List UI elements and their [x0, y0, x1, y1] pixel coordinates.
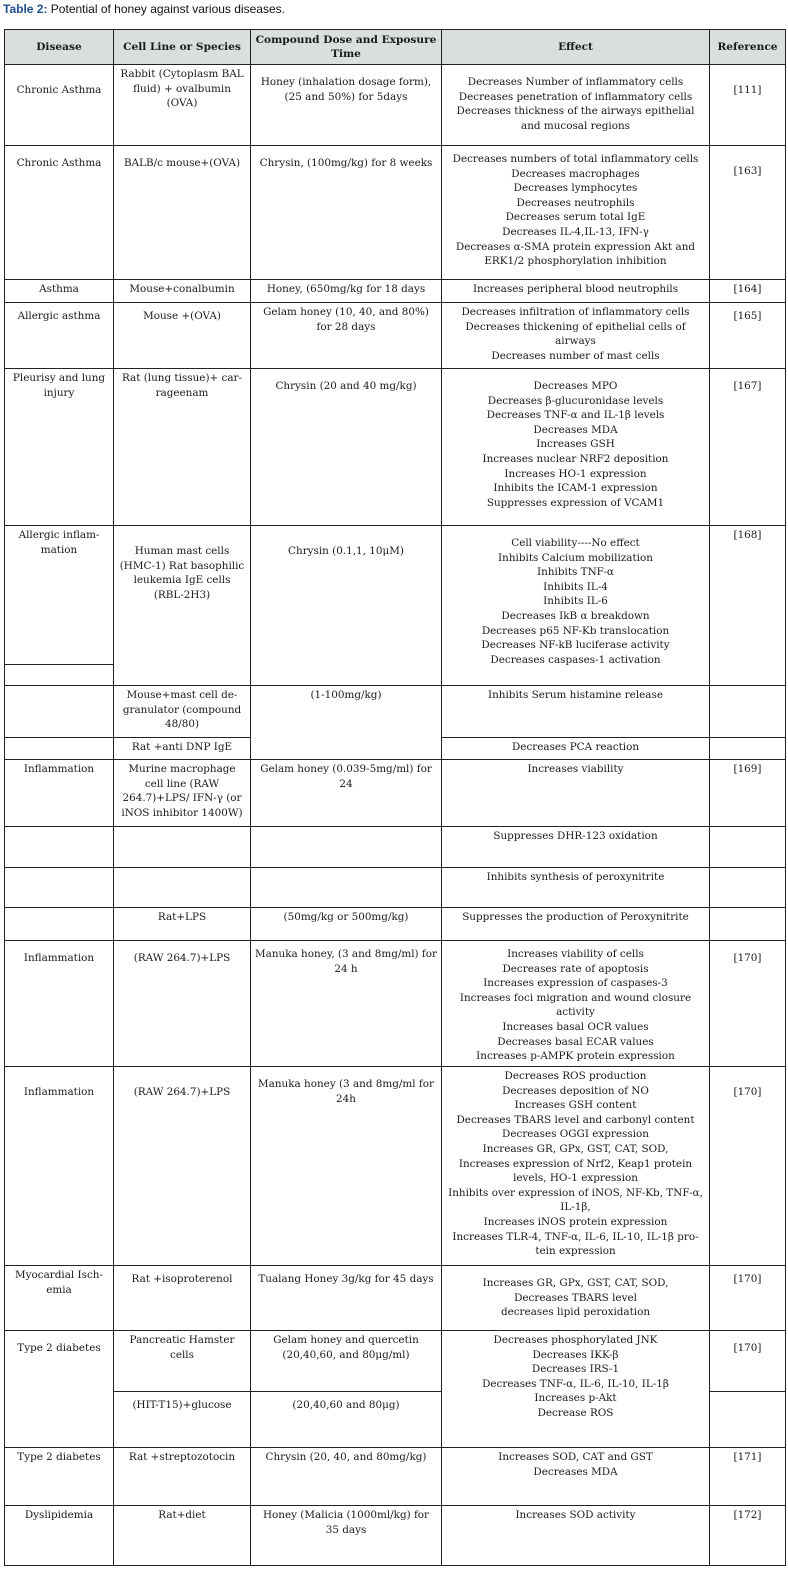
effect-line: Increases foci migration and wound closure: [459, 991, 692, 1004]
effect-line: Decreases MDA: [533, 1465, 618, 1478]
effect-line: Decreases serum total IgE: [505, 211, 646, 224]
effect-line: Increases SOD activity: [515, 1509, 636, 1521]
disease-cell: Dyslipidemia: [5, 1506, 114, 1566]
reference-cell: [170]: [710, 1331, 786, 1392]
disease-cell: [5, 686, 114, 738]
cell-line-cell: Rat +anti DNP IgE: [114, 738, 251, 760]
effect-line: Increases TLR-4, TNF-α, IL-6, IL-10, IL-1β pro-: [452, 1230, 699, 1243]
table-row: [5, 1448, 786, 1506]
disease-cell: Asthma: [5, 280, 114, 303]
effect-line: Inhibits IL-6: [543, 595, 608, 608]
table-row: [5, 303, 786, 369]
cell-line-cell: Mouse+mast cell de-granulator (compound 48/80): [114, 686, 251, 738]
compound-cell: Chrysin (0.1,1, 10μM): [251, 526, 442, 686]
effect-line: Decreases TBARS level: [514, 1291, 637, 1304]
effect-cell: [442, 369, 710, 526]
cell-line-cell: Human mast cells (HMC-1) Rat basophilic leukemia IgE cells (RBL-2H3): [114, 526, 251, 686]
disease-cell: Chronic Asthma: [5, 65, 114, 146]
compound-cell: Gelam honey (0.039-5mg/ml) for 24: [251, 760, 442, 827]
cell-line-cell: Rat +isoproterenol: [114, 1266, 251, 1331]
compound-cell: Chrysin (20 and 40 mg/kg): [251, 369, 442, 526]
disease-cell: Type 2 diabetes: [5, 1448, 114, 1506]
effect-line: Decreases lymphocytes: [513, 182, 638, 195]
reference-cell: [170]: [710, 1266, 786, 1331]
compound-cell: [251, 827, 442, 868]
table-row: [5, 280, 786, 303]
cell-line-cell: Rat+diet: [114, 1506, 251, 1566]
effect-line: Increases nuclear NRF2 deposition: [482, 452, 669, 465]
table-row: [5, 827, 786, 868]
effect-line: Inhibits Serum histamine release: [488, 689, 663, 701]
effect-line: Decreases neutrophils: [516, 196, 635, 209]
effect-line: Decreases number of mast cells: [491, 349, 660, 362]
compound-cell: (50mg/kg or 500mg/kg): [251, 908, 442, 941]
effect-line: Increases SOD, CAT and GST: [498, 1451, 653, 1463]
compound-cell: Chrysin, (100mg/kg) for 8 weeks: [251, 146, 442, 280]
effect-cell: [442, 738, 710, 760]
table-row: [5, 908, 786, 941]
effect-line: Decreases Number of inflammatory cells: [467, 76, 684, 88]
reference-cell: [163]: [710, 146, 786, 280]
cell-line-cell: Rat (lung tissue)+ car-rageenam: [114, 369, 251, 526]
reference-cell: [710, 908, 786, 941]
effect-line: Decreases MDA: [533, 423, 618, 436]
compound-cell: Manuka honey, (3 and 8mg/ml) for 24 h: [251, 941, 442, 1067]
effect-cell: [442, 1067, 710, 1266]
compound-cell: [251, 868, 442, 908]
table-row: [5, 65, 786, 146]
disease-cell: Allergic inflam-mation: [5, 526, 114, 665]
compound-cell: Chrysin (20, 40, and 80mg/kg): [251, 1448, 442, 1506]
compound-cell: (1-100mg/kg): [251, 686, 442, 760]
effect-line: Increases viability: [527, 763, 624, 775]
effect-line: Decreases phosphorylated JNK: [493, 1334, 658, 1346]
effect-line: decreases lipid peroxidation: [500, 1306, 651, 1319]
cell-line-cell: BALB/c mouse+(OVA): [114, 146, 251, 280]
effect-line: Increases viability of cells: [507, 948, 644, 960]
table-row: [5, 146, 786, 280]
effect-line: Decreases IRS-1: [531, 1363, 620, 1376]
reference-cell: [170]: [710, 1067, 786, 1266]
reference-cell: [169]: [710, 760, 786, 827]
compound-cell: Honey, (650mg/kg for 18 days: [251, 280, 442, 303]
effect-line: Decreases caspases-1 activation: [490, 653, 661, 666]
effect-line: Decreases thickness of the airways epithelial: [456, 105, 695, 118]
effect-line: Decreases α-SMA protein expression Akt and: [455, 240, 696, 253]
table-row: [5, 868, 786, 908]
header-compound: Compound Dose and Exposure Time: [251, 30, 442, 65]
honey-diseases-table: [4, 29, 786, 1566]
cell-line-cell: Pancreatic Hamster cells: [114, 1331, 251, 1392]
compound-cell: Gelam honey (10, 40, and 80%) for 28 days: [251, 303, 442, 369]
effect-line: Decreases macrophages: [511, 167, 640, 180]
table-row: [5, 941, 786, 1067]
effect-line: Decreases p65 NF-Kb translocation: [481, 624, 670, 637]
effect-line: Decreases NF-kB luciferase activity: [481, 639, 670, 652]
cell-line-cell: [114, 827, 251, 868]
effect-cell: [442, 1506, 710, 1566]
effect-cell: [442, 65, 710, 146]
effect-line: Increases GSH content: [514, 1099, 637, 1112]
disease-cell: [5, 868, 114, 908]
effect-line: Suppresses the production of Peroxynitrite: [462, 911, 689, 923]
effect-line: ERK1/2 phosphorylation inhibition: [484, 255, 667, 268]
reference-cell: [165]: [710, 303, 786, 369]
effect-line: tein expression: [535, 1245, 616, 1258]
reference-cell: [164]: [710, 280, 786, 303]
cell-line-cell: Mouse +(OVA): [114, 303, 251, 369]
disease-cell: Chronic Asthma: [5, 146, 114, 280]
cell-line-cell: (RAW 264.7)+LPS: [114, 941, 251, 1067]
cell-line-cell: (RAW 264.7)+LPS: [114, 1067, 251, 1266]
effect-line: levels, HO-1 expression: [513, 1172, 638, 1185]
effect-line: Inhibits synthesis of peroxynitrite: [486, 871, 665, 883]
effect-line: Decreases OGGI expression: [502, 1128, 649, 1141]
header-disease: Disease: [5, 30, 114, 65]
disease-cell: Inflammation: [5, 1067, 114, 1266]
effect-line: Decreases IKK-β: [532, 1348, 619, 1361]
table-row: [5, 686, 786, 738]
effect-cell: [442, 908, 710, 941]
reference-cell: [710, 1392, 786, 1448]
effect-line: Decrease ROS: [537, 1406, 614, 1419]
effect-line: Cell viability----No effect: [511, 537, 640, 549]
effect-line: Increases p-AMPK protein expression: [476, 1050, 675, 1063]
table-header-row: [5, 30, 786, 65]
reference-cell: [168]: [710, 526, 786, 686]
effect-line: Increases p-Akt: [534, 1392, 617, 1405]
cell-line-cell: Rabbit (Cytoplasm BAL fluid) + ovalbumin (OVA): [114, 65, 251, 146]
effect-cell: [442, 941, 710, 1067]
effect-line: Decreases IkB α breakdown: [501, 609, 650, 622]
table-caption: [3, 2, 285, 16]
effect-line: Decreases TBARS level and carbonyl content: [456, 1113, 695, 1126]
effect-cell: [442, 280, 710, 303]
header-reference: Reference: [710, 30, 786, 65]
effect-cell: [442, 1266, 710, 1331]
effect-line: Increases GR, GPx, GST, CAT, SOD,: [482, 1277, 669, 1289]
cell-line-cell: Murine macrophage cell line (RAW 264.7)+LPS/ IFN-γ (or iNOS inhibitor 1400W): [114, 760, 251, 827]
compound-cell: (20,40,60 and 80μg): [251, 1392, 442, 1448]
effect-cell: [442, 1331, 710, 1448]
effect-line: Increases expression of Nrf2, Keap1 protein: [458, 1157, 693, 1170]
effect-cell: [442, 686, 710, 738]
effect-line: Inhibits Calcium mobilization: [498, 551, 653, 564]
reference-cell: [170]: [710, 941, 786, 1067]
effect-cell: [442, 868, 710, 908]
reference-cell: [172]: [710, 1506, 786, 1566]
effect-line: activity: [556, 1006, 595, 1019]
effect-line: Decreases TNF-α, IL-6, IL-10, IL-1β: [482, 1377, 669, 1390]
effect-line: Decreases thickening of epithelial cells of: [465, 320, 686, 333]
disease-cell: [5, 827, 114, 868]
cell-line-cell: [114, 868, 251, 908]
disease-cell: [5, 908, 114, 941]
effect-line: Decreases β-glucuronidase levels: [487, 394, 664, 407]
effect-line: Increases HO-1 expression: [504, 467, 647, 480]
cell-line-cell: (HIT-T15)+glucose: [114, 1392, 251, 1448]
cell-line-cell: Mouse+conalbumin: [114, 280, 251, 303]
effect-line: and mucosal regions: [521, 119, 630, 132]
table-row: [5, 369, 786, 526]
reference-cell: [111]: [710, 65, 786, 146]
effect-cell: [442, 1448, 710, 1506]
disease-cell: Myocardial Isch-emia: [5, 1266, 114, 1331]
reference-cell: [710, 686, 786, 738]
table-row: [5, 1266, 786, 1331]
table-caption-text: Potential of honey against various diseases.: [47, 2, 285, 16]
effect-line: Decreases IL-4,IL-13, IFN-γ: [502, 225, 649, 238]
effect-line: Increases iNOS protein expression: [483, 1215, 668, 1228]
effect-line: Suppresses expression of VCAM1: [486, 496, 665, 509]
disease-cell-empty: [5, 665, 114, 686]
cell-line-cell: Rat +streptozotocin: [114, 1448, 251, 1506]
effect-line: Decreases penetration of inflammatory cells: [458, 90, 693, 103]
effect-line: Increases GR, GPx, GST, CAT, SOD,: [482, 1142, 669, 1155]
effect-line: Decreases MPO: [533, 380, 618, 392]
compound-cell: Manuka honey (3 and 8mg/ml for 24h: [251, 1067, 442, 1266]
compound-cell: Honey (Malicia (1000ml/kg) for 35 days: [251, 1506, 442, 1566]
effect-cell: [442, 760, 710, 827]
effect-line: Suppresses DHR-123 oxidation: [493, 830, 658, 842]
cell-line-cell: Rat+LPS: [114, 908, 251, 941]
disease-cell: Pleurisy and lung injury: [5, 369, 114, 526]
effect-cell: [442, 303, 710, 369]
effect-line: Decreases TNF-α and IL-1β levels: [486, 409, 665, 422]
effect-line: IL-1β,: [560, 1201, 591, 1214]
effect-line: airways: [555, 335, 596, 348]
table-row: [5, 1067, 786, 1266]
table-row: [5, 526, 786, 665]
effect-cell: [442, 827, 710, 868]
compound-cell: Tualang Honey 3g/kg for 45 days: [251, 1266, 442, 1331]
header-cell-line: Cell Line or Species: [114, 30, 251, 65]
effect-line: Decreases infiltration of inflammatory cells: [461, 306, 690, 318]
reference-cell: [710, 738, 786, 760]
effect-line: Increases peripheral blood neutrophils: [472, 283, 679, 295]
effect-line: Increases GSH: [536, 438, 615, 451]
effect-line: Inhibits TNF-α: [537, 566, 614, 579]
effect-line: Decreases numbers of total inflammatory cells: [452, 153, 699, 165]
disease-cell: Type 2 diabetes: [5, 1331, 114, 1448]
effect-line: Decreases rate of apoptosis: [502, 962, 649, 975]
table-row: [5, 1331, 786, 1392]
compound-cell: Honey (inhalation dosage form), (25 and 50%) for 5days: [251, 65, 442, 146]
effect-line: Decreases basal ECAR values: [497, 1035, 654, 1048]
compound-cell: Gelam honey and quercetin (20,40,60, and 80μg/ml): [251, 1331, 442, 1392]
reference-cell: [171]: [710, 1448, 786, 1506]
effect-line: Decreases PCA reaction: [511, 741, 640, 753]
effect-line: Inhibits the ICAM-1 expression: [493, 482, 658, 495]
disease-cell: Inflammation: [5, 760, 114, 827]
effect-line: Increases expression of caspases-3: [483, 977, 668, 990]
effect-line: Decreases ROS production: [504, 1070, 647, 1082]
reference-cell: [710, 868, 786, 908]
effect-line: Decreases deposition of NO: [502, 1084, 649, 1097]
reference-cell: [710, 827, 786, 868]
table-row: [5, 1506, 786, 1566]
table-row: [5, 760, 786, 827]
disease-cell: Allergic asthma: [5, 303, 114, 369]
table-caption-label: Table 2:: [3, 2, 48, 16]
disease-cell: Inflammation: [5, 941, 114, 1067]
effect-line: Inhibits over expression of iNOS, NF-Kb, TNF-α,: [448, 1186, 703, 1199]
disease-cell: [5, 738, 114, 760]
effect-line: Inhibits IL-4: [543, 580, 608, 593]
header-effect: Effect: [442, 30, 710, 65]
reference-cell: [167]: [710, 369, 786, 526]
effect-cell: [442, 146, 710, 280]
effect-cell: [442, 526, 710, 686]
effect-line: Increases basal OCR values: [502, 1020, 649, 1033]
